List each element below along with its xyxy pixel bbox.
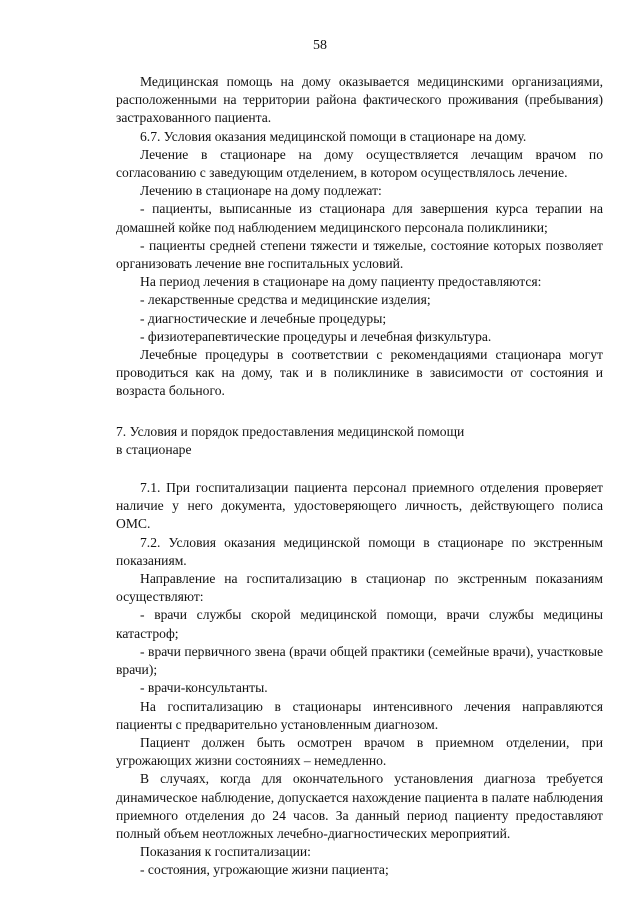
paragraph: 6.7. Условия оказания медицинской помощи в стационаре на дому. bbox=[140, 128, 527, 144]
paragraph: Лечению в стационаре на дому подлежат: bbox=[140, 183, 382, 199]
paragraph: Медицинская помощь на дому оказывается медицинскими организациями, расположенными на территории района фактического проживания (пребывания) застрахованного пациента. bbox=[116, 74, 603, 126]
paragraph: Лечебные процедуры в соответствии с рекомендациями стационара могут проводиться как на дому, так и в поликлинике в зависимости от состояния и возраста больного. bbox=[116, 347, 603, 399]
paragraph: На период лечения в стационаре на дому пациенту предоставляются: bbox=[140, 274, 542, 290]
paragraph: На госпитализацию в стационары интенсивного лечения направляются пациенты с предварительно установленным диагнозом. bbox=[116, 698, 603, 732]
section-heading bbox=[116, 423, 603, 459]
list-item: - врачи-консультанты. bbox=[140, 680, 268, 696]
section-heading-line: в стационаре bbox=[116, 441, 192, 457]
list-item: - пациенты, выписанные из стационара для завершения курса терапии на домашней койке под наблюдением медицинского персонала поликлиники; bbox=[116, 201, 603, 235]
paragraph: Пациент должен быть осмотрен врачом в приемном отделении, при угрожающих жизни состояниях – немедленно. bbox=[116, 734, 603, 769]
list-item: - диагностические и лечебные процедуры; bbox=[140, 310, 387, 326]
list-item: - физиотерапевтические процедуры и лечебная физкультура. bbox=[140, 328, 492, 344]
paragraph: В случаях, когда для окончательного установления диагноза требуется динамическое наблюдение, допускается нахождение пациента в палате наблюдения приемного отделения до 24 часов. За данный период пациенту предоставляют полный объем неотложных лечебно-диагностических мероприятий. bbox=[116, 771, 603, 841]
list-item: - пациенты средней степени тяжести и тяжелые, состояние которых позволяет организовать лечение вне госпитальных условий. bbox=[116, 237, 603, 272]
list-item: - врачи службы скорой медицинской помощи, врачи службы медицины катастроф; bbox=[116, 607, 603, 641]
page-number: 58 bbox=[313, 38, 327, 53]
paragraph: 7.2. Условия оказания медицинской помощи в стационаре по экстренным показаниям. bbox=[116, 534, 603, 568]
list-item: - лекарственные средства и медицинские изделия; bbox=[140, 292, 431, 308]
paragraph: Направление на госпитализацию в стационар по экстренным показаниям осуществляют: bbox=[116, 571, 603, 605]
section-heading-line: 7. Условия и порядок предоставления медицинской помощи bbox=[116, 423, 465, 439]
document-body bbox=[116, 73, 603, 880]
paragraph: Лечение в стационаре на дому осуществляется лечащим врачом по согласованию с заведующим отделением, в котором осуществлялось лечение. bbox=[116, 146, 603, 181]
list-item: - состояния, угрожающие жизни пациента; bbox=[140, 862, 389, 878]
paragraph: Показания к госпитализации: bbox=[140, 844, 311, 860]
list-item: - врачи первичного звена (врачи общей практики (семейные врачи), участковые врачи); bbox=[116, 643, 603, 678]
paragraph: 7.1. При госпитализации пациента персонал приемного отделения проверяет наличие у него документа, удостоверяющего личность, действующего полиса ОМС. bbox=[116, 480, 603, 532]
